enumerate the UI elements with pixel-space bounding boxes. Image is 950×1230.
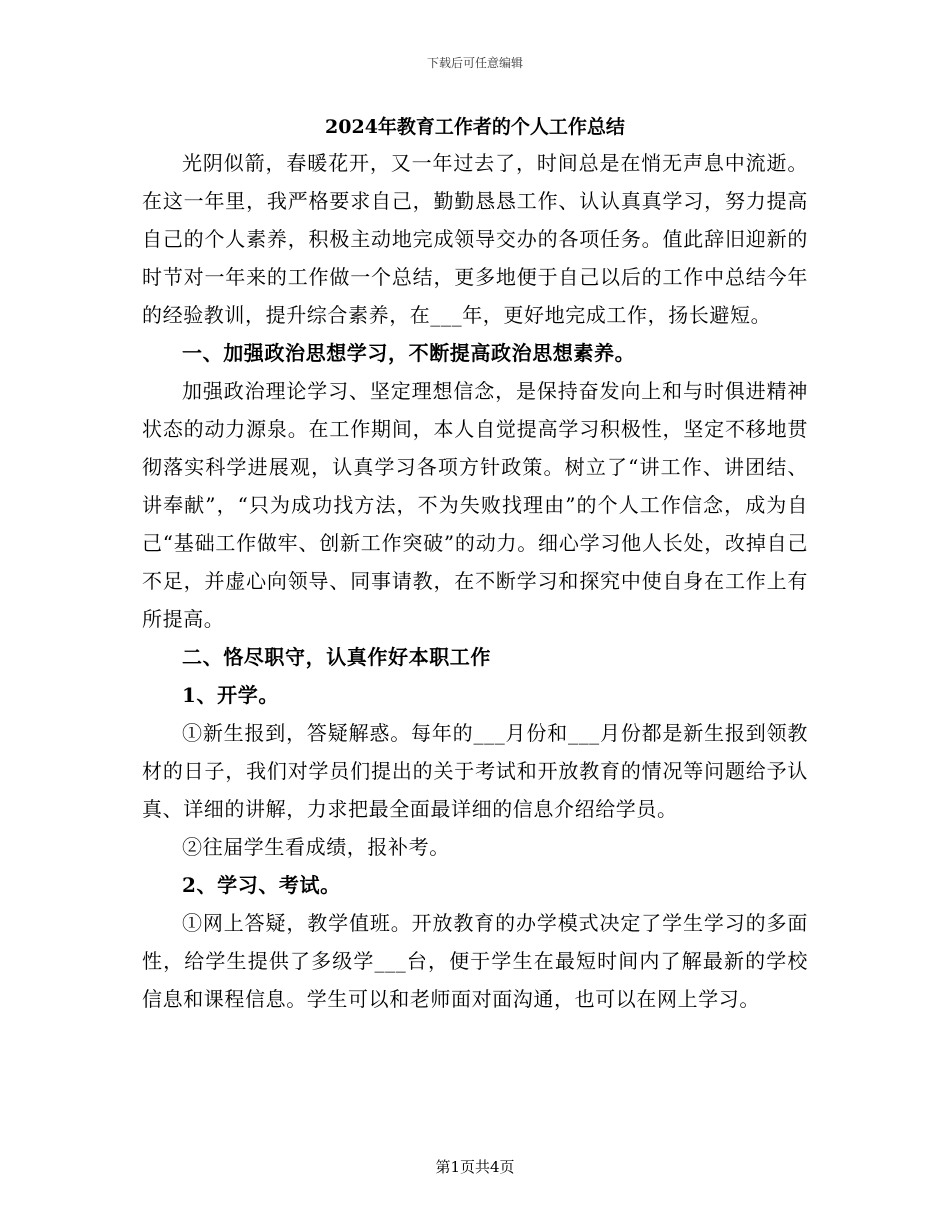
paragraph-intro: 光阴似箭，春暖花开，又一年过去了，时间总是在悄无声息中流逝。在这一年里，我严格要求自己，勤勤恳恳工作、认认真真学习，努力提高自己的个人素养，积极主动地完成领导交办的各项任务。值此辞旧迎新的时节对一年来的工作做一个总结，更多地便于自己以后的工作中总结今年的经验教训，提升综合素养，在___年，更好地完成工作，扬长避短。	[142, 151, 808, 327]
section-heading-2: 二、恪尽职守，认真作好本职工作	[182, 645, 491, 669]
section-heading-1: 一、加强政治思想学习，不断提高政治思想素养。	[182, 341, 636, 365]
subsection-heading-1: 1、开学。	[182, 683, 279, 707]
paragraph-new-students: ①新生报到，答疑解惑。每年的___月份和___月份都是新生报到领教材的日子，我们对学员们提出的关于考试和开放教育的情况等问题给予认真、详细的讲解，力求把最全面最详细的信息介绍给学员。	[142, 721, 808, 821]
page-number: 第1页共4页	[435, 1158, 515, 1176]
paragraph-political-study: 加强政治理论学习、坚定理想信念，是保持奋发向上和与时俱进精神状态的动力源泉。在工作期间，本人自觉提高学习积极性，坚定不移地贯彻落实科学进展观，认真学习各项方针政策。树立了“讲工作、讲团结、讲奉献”，“只为成功找方法，不为失败找理由”的个人工作信念，成为自己“基础工作做牢、创新工作突破”的动力。细心学习他人长处，改掉自己不足，并虚心向领导、同事请教，在不断学习和探究中使自身在工作上有所提高。	[142, 379, 808, 631]
subsection-heading-2: 2、学习、考试。	[182, 873, 341, 897]
document-body	[142, 112, 808, 1018]
page-header-note: 下载后可任意编辑	[426, 56, 523, 70]
document-title: 2024年教育工作者的个人工作总结	[325, 116, 625, 138]
paragraph-online-qa: ①网上答疑，教学值班。开放教育的办学模式决定了学生学习的多面性，给学生提供了多级学___台，便于学生在最短时间内了解最新的学校信息和课程信息。学生可以和老师面对面沟通，也可以在网上学习。	[142, 911, 808, 1011]
paragraph-former-students: ②往届学生看成绩，报补考。	[182, 835, 450, 859]
